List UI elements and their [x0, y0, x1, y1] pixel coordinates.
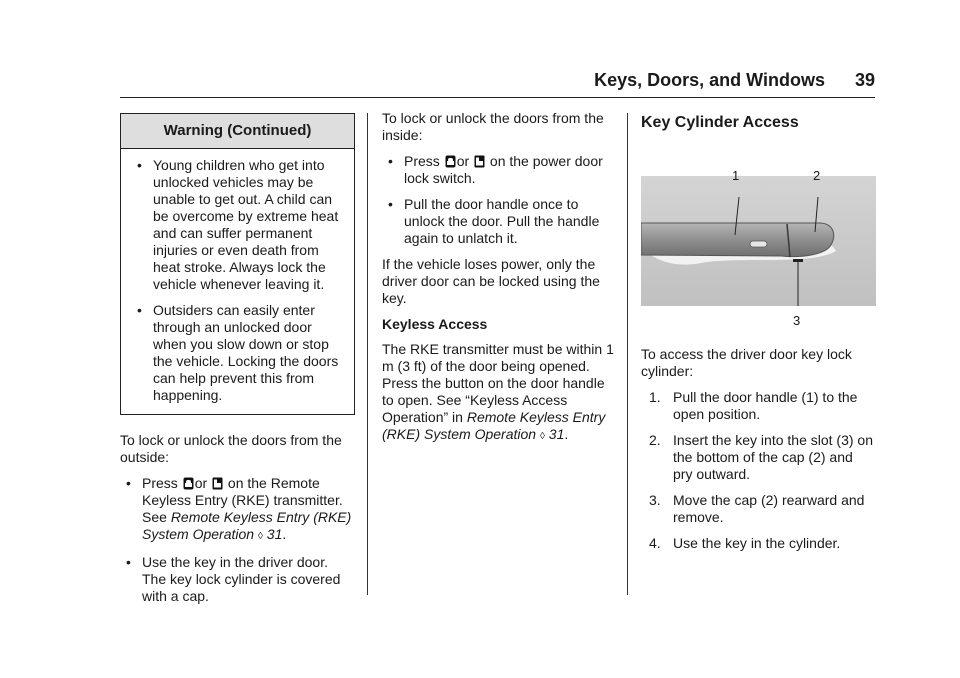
callout-label: 3	[793, 313, 801, 328]
warning-box	[120, 113, 355, 415]
column-divider-1	[367, 113, 368, 595]
step-item: 2. Insert the key into the slot (3) on the bottom of the cap (2) and pry outward.	[649, 432, 873, 482]
inside-bullet-switch: • Press or on the power door lock switch.	[388, 153, 603, 186]
unlock-icon	[212, 477, 223, 490]
column-divider-2	[627, 113, 628, 595]
warning-bullet: • Young children who get into unlocked vehicles may be unable to get out. A child can be overcome by extreme heat and can suffer permanent injuries or even death from heat stroke. Always lock the vehicle whenever leaving it.	[137, 157, 339, 292]
page-link[interactable]: 31	[266, 526, 283, 542]
inside-bullet-handle: • Pull the door handle once to unlock the door. Pull the handle again to unlatch it.	[388, 196, 600, 246]
unlock-icon	[474, 155, 485, 168]
inside-intro: To lock or unlock the doors from the inside:	[382, 110, 604, 143]
door-handle-figure	[641, 131, 876, 306]
keyless-button	[750, 241, 767, 247]
door-handle-illustration	[641, 131, 876, 306]
page-number: 39	[854, 70, 875, 90]
column-3	[641, 110, 876, 561]
page-header-title: Keys, Doors, and Windows	[594, 70, 825, 90]
lock-icon	[445, 155, 456, 168]
section-heading: Key Cylinder Access	[641, 114, 799, 131]
page-link[interactable]: 31	[548, 426, 565, 442]
outside-bullet-key: • Use the key in the driver door. The key lock cylinder is covered with a cap.	[126, 554, 341, 604]
step-item: 1. Pull the door handle (1) to the open position.	[649, 389, 858, 422]
power-loss-text: If the vehicle loses power, only the driver door can be locked using the key.	[382, 256, 600, 306]
step-item: 4. Use the key in the cylinder.	[649, 535, 841, 551]
header-divider	[120, 97, 875, 98]
keyless-heading: Keyless Access	[382, 316, 488, 332]
keyless-text: The RKE transmitter must be within 1 m (3 ft) of the door being opened. Press the button on the door handle to open. See “Keyless Access Operation” in Remote Keyless Entry (RKE) System Operation ◊ 31.	[382, 341, 614, 442]
outside-bullet-rke: • Press or on the Remote Keyless Entry (RKE) transmitter. See Remote Keyless Entry (RKE) System Operation ◊ 31.	[126, 475, 352, 542]
callout-label: 2	[813, 168, 821, 183]
step-item: 3. Move the cap (2) rearward and remove.	[649, 492, 865, 525]
column-1	[120, 113, 355, 605]
key-cylinder-intro: To access the driver door key lock cylinder:	[641, 346, 852, 379]
lock-icon	[183, 477, 194, 490]
column-2	[382, 110, 614, 454]
callout-label: 1	[732, 168, 740, 183]
warning-heading: Warning (Continued)	[121, 114, 354, 149]
door-handle	[641, 223, 834, 257]
warning-bullet: • Outsiders can easily enter through an unlocked door when you slow down or stop the vehicle. Locking the doors can help prevent this from happening.	[137, 302, 339, 403]
outside-intro: To lock or unlock the doors from the outside:	[120, 432, 342, 465]
